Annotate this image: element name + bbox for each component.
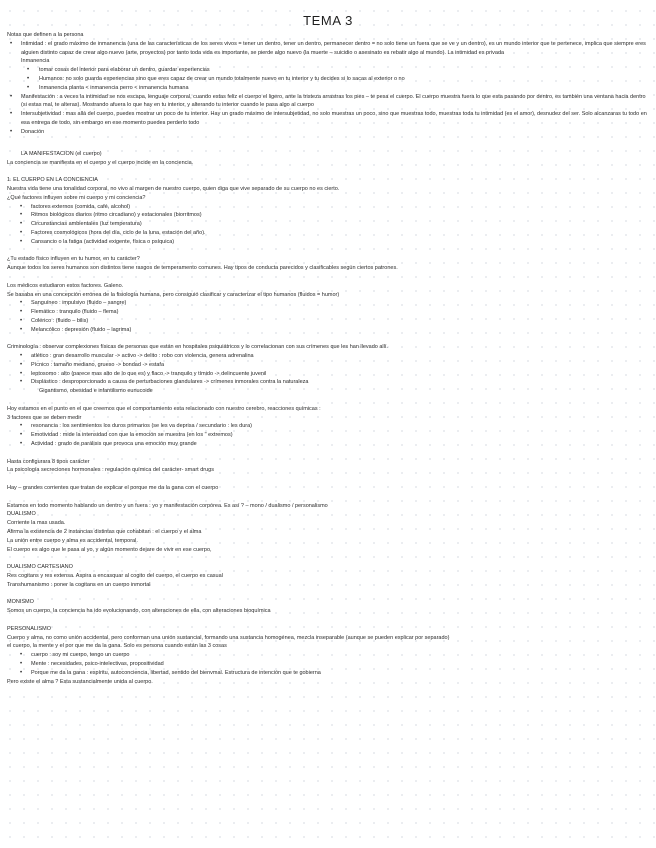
list-item: • Melancólico : depresión (fluido – lagrima) [7,326,649,335]
page-title: TEMA 3 [303,13,353,28]
paragraph: ¿Qué factores influyen sobre mi cuerpo y mi conciencia? [7,194,146,201]
section-heading: LA MANIFESTACION (el cuerpo) [21,150,102,157]
factores-medir-list [7,422,649,448]
paragraph: Somos un cuerpo, la conciencia ha ido evolucionando, con alteraciones de ella, con alteraciones bioquímica [7,608,271,615]
paragraph: Gigantismo, obesidad e infantilismo eunucoide [39,388,153,395]
paragraph: 3 factores que se deben medir [7,414,82,421]
paragraph: El cuerpo es algo que le pasa al yo, y algún momento dejare de vivir en ese cuerpo, [7,546,212,553]
paragraph: Afirma la existencia de 2 instancias distintas que cohabitan : el cuerpo y el alma [7,529,202,536]
factores-list [7,203,649,247]
paragraph: Hoy estamos en el punto en el que creemos que el comportamiento esta relacionado con nuestro cerebro, reacciones químicas : [7,405,321,412]
section-heading: MONISMO [7,599,34,606]
section-heading: PERSONALISMO [7,625,52,632]
paragraph: Transhumanismo : poner la cogitans en un cuerpo inmortal [7,581,151,588]
notes-list-cont [7,93,649,137]
list-item: • Ritmos biológicos diarios (ritmo circadiano) y estacionales (biorritmos) [7,211,649,220]
paragraph: Corriente la mas usada. [7,520,66,527]
list-item: • Displástico : desproporcionado a causa de perturbaciones glandulares -> crímenes inmorales contra la naturaleza [7,378,649,387]
list-item: • leptosomo : alto (parece mas alto de lo que es) y flaco -> tranquilo y tímido -> delincuente juvenil [7,370,649,379]
section-heading: DUALISMO [7,511,36,518]
list-item: • Colérico : (fluido – bilis) [7,317,649,326]
paragraph: Cuerpo y alma, no como unión accidental, pero conforman una unión sustancial, formando una sustancia homogénea, mezcla inseparable (aunque se pueden explicar por separado) [7,634,450,641]
list-item: • Mente : necesidades, psico-intelectivas, propositividad [7,660,649,669]
list-item: • Sanguíneo : impulsivo (fluido – sangre) [7,299,649,308]
paragraph: Res cogitans y res extensa. Aspira a encasquar al cogito del cuerpo, el cuerpo es casual [7,573,223,579]
humores-list [7,299,649,334]
list-item: • Factores cosmológicos (hora del día, ciclo de la luna, estación del año). [7,229,649,238]
intro-line: Notas que definen a la persona [7,32,84,38]
paragraph: Pero existe el alma ? Esta sustancialmente unida al cuerpo. [7,678,153,685]
paragraph: Hay – grandes corrientes que tratan de explicar el porque me da la gana con el cuerpo [7,485,219,492]
document-body [7,31,649,686]
list-item: • Circunstancias ambientales (luz temperatura) [7,220,649,229]
complexiones-list [7,352,649,387]
note-intersubjetividad: • Intersubjetividad : mas allá del cuerpo, puedes mostrar un poco de tu interior. Hay un grado máximo de intersubjetidad, no solo muestras un poco, sino que muestras todo, muestras toda tu intimidad (es el amor), desnudez del ser. Solo alcanzaras tu todo en esa entrega de todo, sin embargo en ese momento puedes perderlo todo [7,110,649,128]
list-item: • resonancia : los sentimientos los duros primarios (se les va deprisa / secundario : les dura) [7,422,649,431]
paragraph: Aunque todos los seres humanos son distintos tiene rasgos de temperamento comunes. Hay tipos de conducta parecidos y clasificables según ciertos patrones. [7,265,398,272]
note-inmanencia-label: Inmanencia [21,58,50,65]
list-item: • Emotividad : mide la intensidad con que la emoción se muestra (en los " extremos) [7,431,649,440]
section-heading: 1. EL CUERPO EN LA CONCIENCIA [7,177,98,184]
list-item: • tomar cosas del interior para elaborar un dentro, guardar experiencias [7,66,649,75]
inmanencia-list [7,66,649,92]
section-heading: DUALISMO CARTESIANO [7,564,73,571]
paragraph: Estamos en todo momento hablando un dentro y un fuera : yo y manifestación corpórea. Es así ? – mono / dualismo / personalismo [7,502,328,509]
paragraph: el cuerpo, la mente y el por que me da la gana. Solo es persona cuando están las 3 cosas [7,643,227,650]
list-item: • Pícnico : tamaño mediano, grueso -> bondad -> estafa [7,361,649,370]
paragraph: La unión entre cuerpo y alma es accidental, temporal. [7,537,138,544]
paragraph: Nuestra vida tiene una tonalidad corporal, no vivo al margen de nuestro cuerpo, quien diga que vive separado de su cuerpo no es cierto. [7,185,340,192]
list-item: • Cansancio o la fatiga (actividad exigente, física o psíquica) [7,238,649,247]
list-item: • Inmanencia planta < inmanencia perro < inmanencia humana [7,84,649,93]
list-item: • Actividad : grado de parálisis que provoca una emoción muy grande [7,440,649,449]
note-donacion: • Donación [7,128,649,137]
paragraph: Criminología : observar complexiones físicas de personas que están en hospitales psiquiátricos y lo correlacionan con sus crímenes que les han llevado allí. [7,344,388,351]
list-item: • Porque me da la gana : espíritu, autoconciencia, libertad, sentido del bienvmal. Estructura de intención que te gobierna [7,669,649,678]
note-intimidad: • Intimidad : el grado máximo de inmanencia (una de las características de los seres vivos = tener un dentro, tener un dentro, permanecer dentro = no solo tiene un fuera que se ve y un dentro), es un mundo interior que te pertenece, implica que siempre eres alguien distinto capaz de crear algo nuevo (arte, proyectos) por tanto toda vida es importante, se pierde algo nuevo (la muerte – suicidio o asesinato es rebatir algo al mundo). La intimidad es privada [7,40,649,58]
note-manifestacion: • Manifestación : a veces la intimidad se nos escapa, lenguaje corporal, cuando estas feliz el cuerpo el ligero, ante la tristeza arrastras los pies – te pesa el cuerpo. El cuerpo muestra fuera lo que esta pasando por dentro, es también una ventana hacia dentro (si estas mal, te alteras). Mostrando afuera lo que hay en tu interior, y alterando tu interior cuando le pasa algo al cuerpo [7,93,649,111]
list-item: • factores externos (comida, café, alcohol) [7,203,649,212]
paragraph: Hasta configurara 8 tipos carácter [7,458,90,465]
list-item: • Humanos: no solo guarda experiencias sino que eres capaz de crear un mundo totalmente nuevo en tu interior y tu decides si lo sacas al exterior o no [7,75,649,84]
paragraph: Los médicos estudiaron estos factores. Galeno. [7,282,124,289]
paragraph: La conciencia se manifiesta en el cuerpo y el cuerpo incide en la conciencia. [7,159,194,166]
paragraph: Se basaba en una concepción errónea de la fisiología humana, pero consiguió clasificar y caracterizar el tipo humanos (fluidos = humor) [7,291,340,298]
notes-list [7,40,649,58]
paragraph: ¿Tu estado físico influyen en tu humor, en tu carácter? [7,256,140,263]
persona-list [7,651,649,677]
list-item: • atlético : gran desarrollo muscular -> activo -> delito : robo con violencia, genera adrenalina [7,352,649,361]
list-item: • Flemático : tranquilo (fluido – flema) [7,308,649,317]
paragraph: La psicología secreciones hormonales : regulación química del carácter- smart drugs [7,467,214,474]
list-item: • cuerpo : soy mi cuerpo, tengo un cuerpo [7,651,649,660]
